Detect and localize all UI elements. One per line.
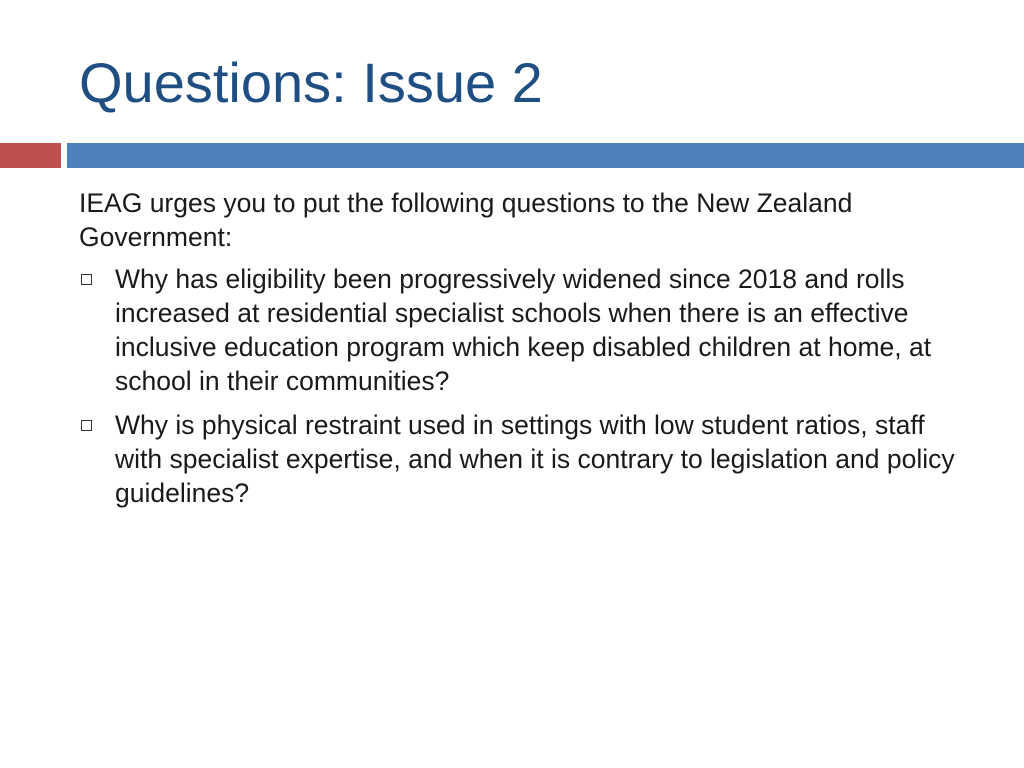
slide-title: Questions: Issue 2: [79, 51, 543, 114]
square-bullet-icon: [81, 274, 92, 285]
accent-bar-blue: [67, 143, 1024, 168]
slide-body: [79, 186, 979, 520]
intro-text: IEAG urges you to put the following questions to the New Zealand Government:: [79, 188, 853, 252]
bullet-item: [79, 408, 979, 510]
accent-bar-red: [0, 143, 61, 168]
square-bullet-icon: [81, 420, 92, 431]
bullet-list: [79, 262, 979, 510]
bullet-item: [79, 262, 979, 398]
bullet-text: Why has eligibility been progressively widened since 2018 and rolls increased at residential specialist schools when there is an effective inclusive education program which keep disabled children at home, at school in their communities?: [115, 264, 932, 396]
bullet-text: Why is physical restraint used in settings with low student ratios, staff with specialist expertise, and when it is contrary to legislation and policy guidelines?: [115, 410, 955, 508]
